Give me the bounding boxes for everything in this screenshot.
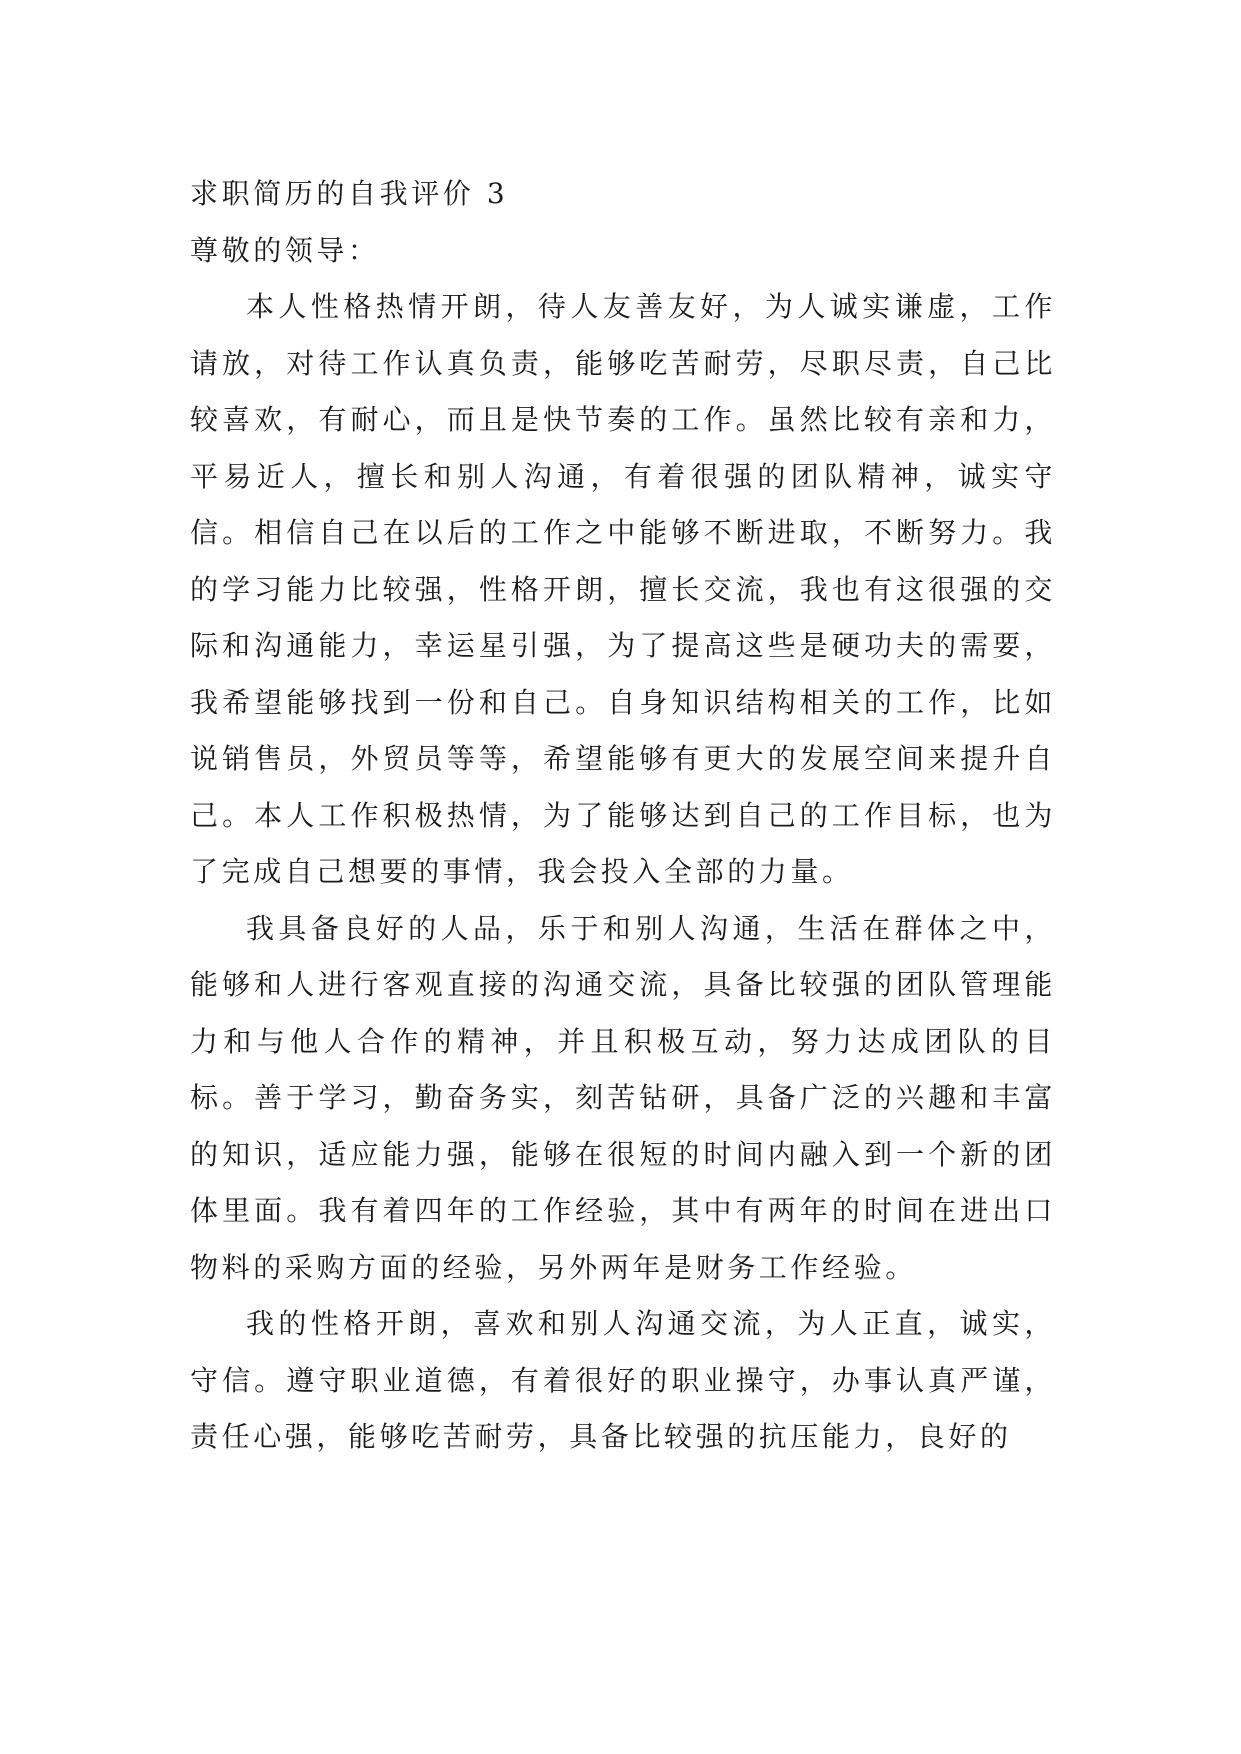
paragraph-2: 我具备良好的人品，乐于和别人沟通，生活在群体之中，能够和人进行客观直接的沟通交流，具备比较强的团队管理能力和与他人合作的精神，并且积极互动，努力达成团队的目标。善于学习，勤奋务实，刻苦钻研，具备广泛的兴趣和丰富的知识，适应能力强，能够在很短的时间内融入到一个新的团体里面。我有着四年的工作经验，其中有两年的时间在进出口物料的采购方面的经验，另外两年是财务工作经验。 bbox=[190, 911, 1056, 1284]
paragraph-1: 本人性格热情开朗，待人友善友好，为人诚实谦虚，工作请放，对待工作认真负责，能够吃苦耐劳，尽职尽责，自己比较喜欢，有耐心，而且是快节奏的工作。虽然比较有亲和力，平易近人，擅长和别人沟通，有着很强的团队精神，诚实守信。相信自己在以后的工作之中能够不断进取，不断努力。我的学习能力比较强，性格开朗，擅长交流，我也有这很强的交际和沟通能力，幸运星引强，为了提高这些是硬功夫的需要，我希望能够找到一份和自己。自身知识结构相关的工作，比如说销售员，外贸员等等，希望能够有更大的发展空间来提升自己。本人工作积极热情，为了能够达到自己的工作目标，也为了完成自己想要的事情，我会投入全部的力量。 bbox=[190, 290, 1056, 888]
salutation: 尊敬的领导： bbox=[190, 233, 380, 267]
paragraph-3: 我的性格开朗，喜欢和别人沟通交流，为人正直，诚实，守信。遵守职业道德，有着很好的职业操守，办事认真严谨，责任心强，能够吃苦耐劳，具备比较强的抗压能力，良好的 bbox=[190, 1307, 1056, 1453]
document-body bbox=[190, 166, 1056, 1466]
document-title: 求职简历的自我评价 3 bbox=[190, 177, 509, 210]
